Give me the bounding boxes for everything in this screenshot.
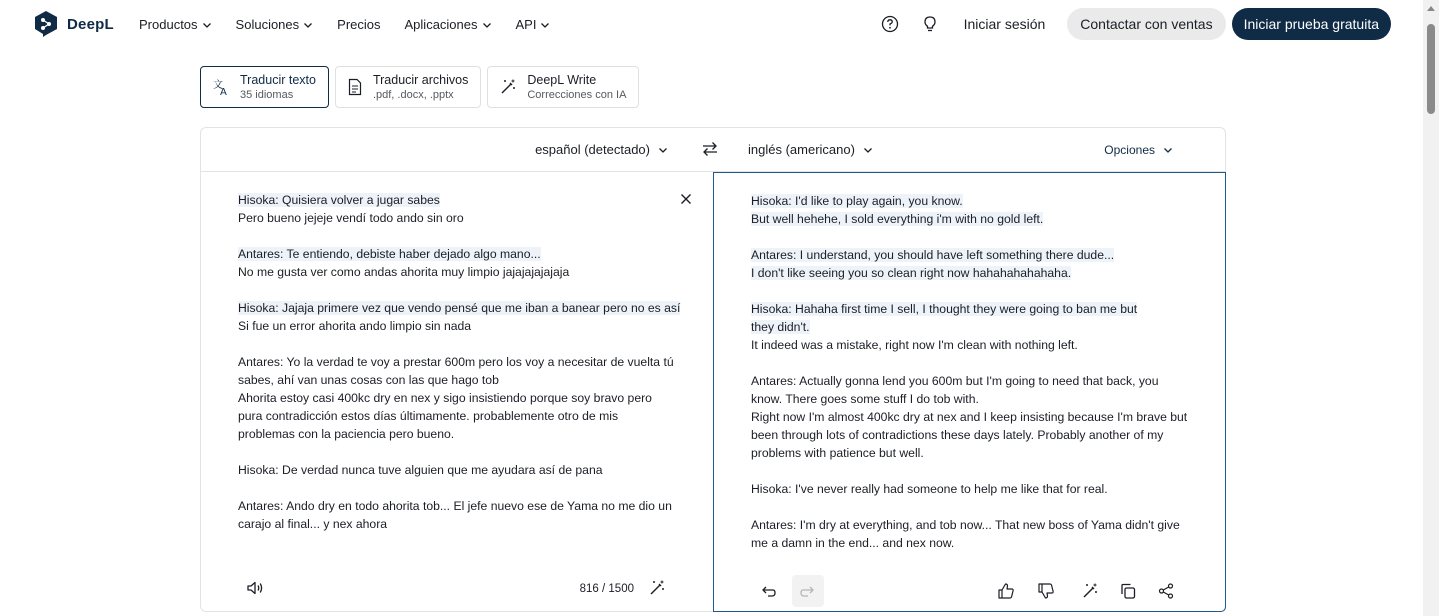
brand-name: DeepL [67,15,114,33]
text-line [751,246,1187,264]
text-line [238,425,680,443]
start-trial-button[interactable]: Iniciar prueba gratuita [1232,8,1391,40]
text-line-content: Hisoka: Hahaha first time I sell, I thought they were going to ban me but [751,302,1138,316]
text-line-content: I don't like seeing you so clean right now hahahahahahaha. [751,266,1072,280]
magic-wand-icon [499,78,517,96]
source-text-pane[interactable] [201,172,714,612]
scroll-thumb[interactable] [1427,24,1435,114]
text-line [238,317,680,335]
tab-translate-text[interactable] [200,66,329,108]
nav-productos[interactable] [139,17,212,32]
help-circle-icon [881,15,899,33]
lightbulb-icon [921,15,939,33]
nav-precios-label: Precios [337,17,381,32]
chevron-down-icon [1163,145,1173,155]
text-line-content: Antares: I understand, you should have left something there dude... [751,248,1115,262]
text-line [238,209,680,227]
text-line [751,534,1187,552]
thumbs-down-button[interactable] [1030,575,1062,607]
text-line-content: sabes, ahí van unas cosas con las que hago tob [238,373,499,387]
chevron-down-icon [863,145,873,155]
mode-tabs [200,66,639,108]
magic-wand-icon [1081,582,1099,600]
language-bar [201,128,1225,172]
copy-button[interactable] [1112,575,1144,607]
text-line [238,353,680,371]
text-line [751,444,1187,462]
share-icon [1157,582,1175,600]
text-line [751,372,1187,390]
text-line-content: Antares: Te entiendo, debiste haber dejado algo mano... [238,247,541,261]
text-line-content: carajo al final... y nex ahora [238,517,388,531]
chevron-down-icon [540,20,550,30]
text-line-content: Hisoka: I've never really had someone to help me like that for real. [751,482,1108,496]
login-link[interactable]: Iniciar sesión [963,16,1046,32]
chevron-down-icon [658,145,668,155]
speaker-icon[interactable] [245,578,265,598]
chevron-down-icon [202,20,212,30]
text-line-content: problemas con la paciencia pero bueno. [238,427,455,441]
text-line-content: Ahorita estoy casi 400kc dry en nex y sigo insistiendo porque soy bravo pero [238,391,652,405]
text-line [751,408,1187,426]
share-button[interactable] [1150,575,1182,607]
text-line-content: Hisoka: I'd like to play again, you know. [751,194,963,208]
text-line [751,354,1187,372]
svg-text:A: A [220,87,227,96]
thumbs-up-button[interactable] [990,575,1022,607]
text-line [751,300,1187,318]
text-line [238,443,680,461]
text-line-content: Hisoka: Quisiera volver a jugar sabes [238,193,440,207]
text-line [238,497,680,515]
text-line-content: Hisoka: Jajaja primere vez que vendo pensé que me iban a banear pero no es así [238,301,681,315]
undo-button[interactable] [752,575,784,607]
text-line-content: me a damn in the end... and nex now. [751,536,955,550]
text-line [238,371,680,389]
tab-deepl-write-subtitle: Correcciones con IA [527,89,627,101]
text-line-content: they didn't. [751,320,810,334]
nav-productos-label: Productos [139,17,198,32]
text-line-content: Si fue un error ahorita ando limpio sin nada [238,319,472,333]
thumbs-up-icon [997,582,1015,600]
text-line-content: No me gusta ver como andas ahorita muy limpio jajajajajajaja [238,265,570,279]
text-line [751,390,1187,408]
undo-icon [759,582,777,600]
text-line-content: problems with patience but well. [751,446,924,460]
tab-translate-files-title: Traducir archivos [372,73,469,87]
text-line [238,515,680,533]
svg-text:文: 文 [213,80,223,91]
tab-translate-files-subtitle: .pdf, .docx, .pptx [372,89,454,101]
redo-icon [799,582,817,600]
redo-button[interactable] [792,575,824,607]
translate-icon [212,78,230,96]
chevron-down-icon [303,20,313,30]
text-line [751,282,1187,300]
deepl-logo[interactable] [33,10,114,38]
translator-panel [200,127,1226,612]
text-line-content: Antares: Yo la verdad te voy a prestar 600m pero los voy a necesitar de vuelta tú [238,355,674,369]
text-line [238,227,680,245]
tab-translate-text-title: Traducir texto [240,73,316,87]
document-icon [347,78,363,96]
text-line [751,480,1187,498]
text-line-content: know. There goes some stuff I do tob with. [751,392,979,406]
text-line-content: Antares: I'm dry at everything, and tob now... That new boss of Yama didn't give [751,518,1180,532]
nav-api[interactable] [516,17,551,32]
help-button[interactable] [874,8,906,40]
nav-aplicaciones-label: Aplicaciones [404,17,478,32]
nav-api-label: API [515,17,537,32]
text-line [238,191,680,209]
text-line-content: But well hehehe, I sold everything i'm with no gold left. [751,212,1044,226]
text-line [751,318,1187,336]
options-dropdown[interactable] [1104,143,1173,157]
target-language-label: inglés (americano) [748,142,855,157]
nav-soluciones-label: Soluciones [235,17,300,32]
text-line [238,281,680,299]
text-line-content: Pero bueno jejeje vendí todo ando sin oro [238,211,464,225]
deepl-logo-icon [33,10,59,38]
text-line [751,516,1187,534]
text-line [751,192,1187,210]
improve-write-button[interactable] [1074,575,1106,607]
text-line [751,210,1187,228]
target-language-selector[interactable] [748,142,873,157]
close-icon[interactable] [679,192,693,206]
thumbs-down-icon [1037,582,1055,600]
text-line-content: been through lots of contradictions these days lately. Probably another of my [751,428,1164,442]
text-line [751,336,1187,354]
nav-soluciones[interactable] [236,17,314,32]
text-line [238,461,680,479]
nav-aplicaciones[interactable] [405,17,492,32]
text-line-content: pura contradicción estos días últimamente. probablemente otro de mis [238,409,619,423]
text-line-content: Hisoka: De verdad nunca tuve alguien que me ayudara así de pana [238,463,603,477]
source-language-label: español (detectado) [535,142,650,157]
options-label: Opciones [1104,143,1155,157]
copy-icon [1119,582,1137,600]
tab-deepl-write[interactable] [487,66,639,108]
text-line-content: It indeed was a mistake, right now I'm clean with nothing left. [751,338,1078,352]
text-line [238,407,680,425]
chevron-down-icon [482,20,492,30]
source-footer [201,574,714,602]
text-line-content: Right now I'm almost 400kc dry at nex and I keep insisting because I'm brave but [751,410,1188,424]
top-navigation [0,0,1423,50]
source-text-input[interactable] [238,191,680,533]
nav-actions [874,8,1391,40]
character-count: 816 / 1500 [579,583,634,595]
text-line [238,389,680,407]
contact-sales-button[interactable]: Contactar con ventas [1067,8,1225,40]
text-line-content: Antares: Ando dry en todo ahorita tob... El jefe nuevo ese de Yama no me dio un [238,499,672,513]
text-line [238,245,680,263]
tips-button[interactable] [914,8,946,40]
text-line [751,426,1187,444]
text-line [751,498,1187,516]
text-line [751,462,1187,480]
target-text-pane[interactable] [713,172,1226,612]
target-footer [714,575,1225,607]
page-scrollbar[interactable] [1423,0,1439,616]
source-language-selector[interactable] [535,142,668,157]
text-line [238,299,680,317]
text-line [238,335,680,353]
text-line [238,263,680,281]
nav-links [139,17,550,32]
text-line [751,228,1187,246]
text-line [238,479,680,497]
text-line-content: Antares: Actually gonna lend you 600m but I'm going to need that back, you [751,374,1159,388]
magic-wand-icon[interactable] [648,579,666,597]
text-line [751,264,1187,282]
tab-translate-text-subtitle: 35 idiomas [240,89,294,101]
tab-translate-files[interactable] [335,66,481,108]
translated-text-output[interactable] [751,192,1187,552]
nav-precios[interactable] [337,17,380,32]
scroll-up-arrow-icon[interactable] [1427,6,1435,11]
tab-deepl-write-title: DeepL Write [527,73,597,87]
swap-languages-icon[interactable] [701,140,719,158]
